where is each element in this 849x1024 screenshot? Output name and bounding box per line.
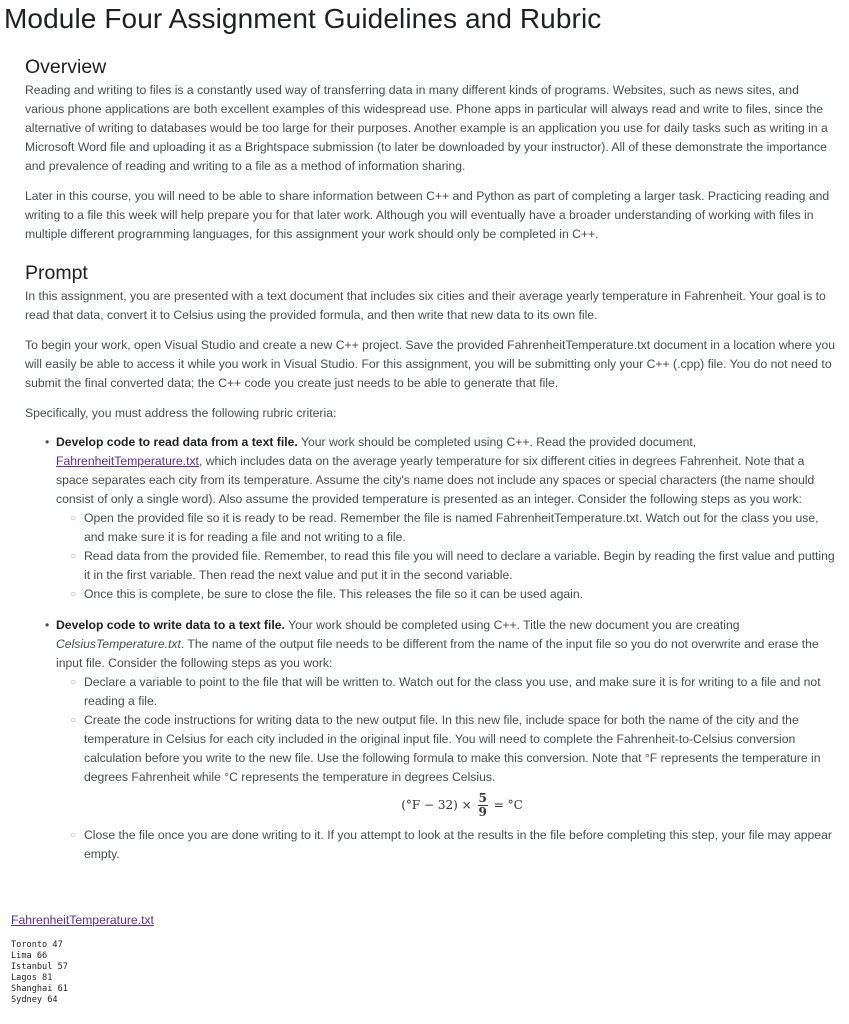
criterion-write-title: Develop code to write data to a text file. <box>56 618 285 632</box>
formula-left: (°F − 32) × <box>401 798 472 812</box>
file-line: Istanbul 57 <box>11 962 68 972</box>
read-steps-list <box>56 509 840 604</box>
write-steps-list <box>56 673 840 864</box>
fahrenheit-file-preview-link[interactable]: FahrenheitTemperature.txt <box>11 913 154 927</box>
circle-bullet-icon: ○ <box>70 830 77 841</box>
formula-denominator: 9 <box>478 805 487 819</box>
rubric-criteria-list <box>25 433 840 864</box>
list-spacer <box>25 604 840 616</box>
criterion-read-title: Develop code to read data from a text file. <box>56 435 298 449</box>
formula-numerator: 5 <box>478 791 487 805</box>
criterion-write-text-b: . The name of the output file needs to be different from the name of the input file so you do not overwrite and erase the input file. Consider the following steps as you work: <box>56 637 819 670</box>
circle-bullet-icon: ○ <box>70 715 77 726</box>
fahrenheit-file-link[interactable]: FahrenheitTemperature.txt <box>56 454 199 468</box>
file-line: Lagos 81 <box>11 973 53 983</box>
file-line: Shanghai 61 <box>11 984 68 994</box>
formula-fraction <box>478 792 488 819</box>
file-line: Sydney 64 <box>11 995 58 1005</box>
criterion-read-text-a: Your work should be completed using C++. Read the provided document, <box>297 435 697 449</box>
read-step: ○ Read data from the provided file. Remember, to read this file you will need to declare a variable. Begin by reading the first value and putting it in the first variable. Then read the next value and put it in the second variable. <box>70 549 835 582</box>
circle-bullet-icon: ○ <box>70 677 77 688</box>
conversion-formula <box>84 792 840 819</box>
circle-bullet-icon: ○ <box>70 513 77 524</box>
prompt-paragraph-1: In this assignment, you are presented with a text document that includes six cities and their average yearly temperature in Fahrenheit. Your goal is to read that data, convert it to Celsius using the provided formula, and then write that new data to its own file. <box>25 289 826 322</box>
overview-heading: Overview <box>25 56 107 78</box>
criterion-read-text-b: , which includes data on the average yearly temperature for six different cities in degrees Fahrenheit. Note that a space separates each city from its temperature. Assume the city's name does not include any spaces or special characters (the name should consist of only a single word). Also assume the provided temperature is presented as an integer. Consider the following steps as you work: <box>56 454 815 506</box>
write-step: ○ Close the file once you are done writing to it. If you attempt to look at the results in the file before completing this step, your file may appear empty. <box>70 828 832 861</box>
criterion-read-data <box>25 433 840 604</box>
file-preview <box>11 940 68 1006</box>
write-step: ○ Create the code instructions for writing data to the new output file. In this new file, include space for both the name of the city and the temperature in Celsius for each city included in the original input file. You will need to complete the Fahrenheit-to-Celsius conversion calculation before you write to the new file. Use the following formula to make this conversion. Note that °F represents the temperature in degrees Fahrenheit while °C represents the temperature in degrees Celsius. (°F − 32) × $\frac{5}{9}$ = °C <box>56 711 840 819</box>
page-title: Module Four Assignment Guidelines and Rubric <box>4 3 602 34</box>
file-line: Toronto 47 <box>11 940 63 950</box>
rubric-intro: Specifically, you must address the following rubric criteria: <box>25 406 337 420</box>
main-content <box>25 56 840 864</box>
circle-bullet-icon: ○ <box>70 551 77 562</box>
criterion-write-data <box>25 616 840 864</box>
formula-right: = °C <box>493 798 523 812</box>
bullet-icon: • <box>45 618 50 632</box>
prompt-heading: Prompt <box>25 262 88 284</box>
overview-paragraph-1: Reading and writing to files is a constantly used way of transferring data in many different kinds of programs. Websites, such as news sites, and various phone applications are both excellent examples of this widespread use. Phone apps in particular will always read and write to files, since the alternative of writing to databases would be too large for their purposes. Another example is an application you use for daily tasks such as writing in a Microsoft Word file and uploading it as a Brightspace submission (to later be downloaded by your instructor). All of these demonstrate the importance and prevalence of reading and writing to a file as a method of information sharing. <box>25 83 828 173</box>
read-step: ○ Open the provided file so it is ready to be read. Remember the file is named FahrenheitTemperature.txt. Watch out for the class you use, and make sure it is for reading a file and not writing to a file. <box>70 511 819 544</box>
file-line: Lima 66 <box>11 951 48 961</box>
circle-bullet-icon: ○ <box>70 589 77 600</box>
prompt-paragraph-2: To begin your work, open Visual Studio and create a new C++ project. Save the provided FahrenheitTemperature.txt document in a location where you will easily be able to access it while you work in Visual Studio. For this assignment, you will be submitting only your C++ (.cpp) file. You do not need to submit the final converted data; the C++ code you create just needs to be able to generate that file. <box>25 338 836 390</box>
bullet-icon: • <box>45 435 50 449</box>
overview-paragraph-2: Later in this course, you will need to be able to share information between C++ and Python as part of completing a larger task. Practicing reading and writing to a file this week will help prepare you for that later work. Although you will eventually have a broader understanding of working with files in multiple different programming languages, for this assignment your work should only be completed in C++. <box>25 189 830 241</box>
read-step: ○ Once this is complete, be sure to close the file. This releases the file so it can be used again. <box>56 585 840 604</box>
criterion-write-text-a: Your work should be completed using C++. Title the new document you are creating <box>284 618 740 632</box>
celsius-file-name: CelsiusTemperature.txt <box>56 637 181 651</box>
write-step: ○ Declare a variable to point to the file that will be written to. Watch out for the class you use, and make sure it is for writing to a file and not reading a file. <box>70 675 821 708</box>
